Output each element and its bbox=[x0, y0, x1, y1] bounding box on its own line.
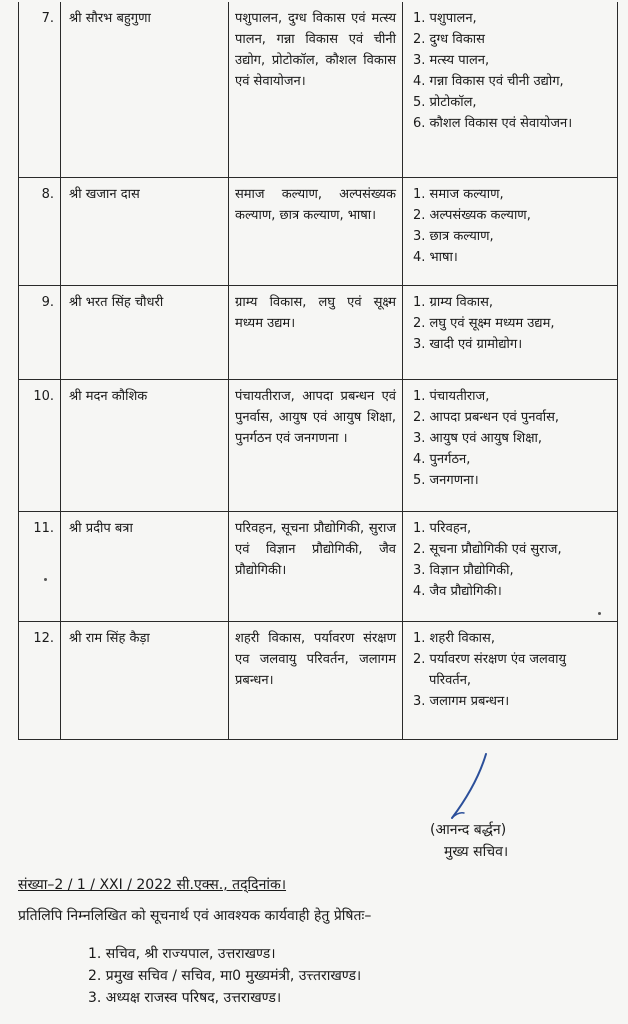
portfolio-table bbox=[18, 2, 618, 740]
row-number: 11. bbox=[19, 512, 61, 621]
list-item: 3. विज्ञान प्रौद्योगिकी, bbox=[413, 563, 514, 578]
table-row bbox=[19, 178, 617, 286]
table-row bbox=[19, 286, 617, 380]
list-item: 2. सूचना प्रौद्योगिकी एवं सुराज, bbox=[413, 542, 562, 557]
list-item: 3. जलागम प्रबन्धन। bbox=[413, 694, 510, 709]
department-list bbox=[403, 622, 617, 739]
minister-name: श्री भरत सिंह चौधरी bbox=[61, 286, 229, 379]
list-item: 1. परिवहन, bbox=[413, 521, 472, 536]
department-text: ग्राम्य विकास, लघु एवं सूक्ष्म मध्यम उद्यम। bbox=[229, 286, 403, 379]
list-item: 3. आयुष एवं आयुष शिक्षा, bbox=[413, 431, 543, 446]
list-item: 3. छात्र कल्याण, bbox=[413, 229, 494, 244]
table-row bbox=[19, 2, 617, 178]
copy-recipient-list bbox=[88, 943, 361, 1009]
list-item: 1. पशुपालन, bbox=[413, 11, 477, 26]
list-item: 1. ग्राम्य विकास, bbox=[413, 295, 493, 310]
list-item: 2. दुग्ध विकास bbox=[413, 32, 485, 47]
scan-speck bbox=[598, 612, 601, 615]
signatory-title: मुख्य सचिव। bbox=[444, 844, 509, 860]
list-item: 2. अल्पसंख्यक कल्याण, bbox=[413, 208, 531, 223]
signatory-name: (आनन्द बर्द्धन) bbox=[430, 822, 507, 838]
list-item: 6. कौशल विकास एवं सेवायोजन। bbox=[413, 116, 573, 131]
department-list bbox=[403, 286, 617, 379]
department-text: पंचायतीराज, आपदा प्रबन्धन एवं पुनर्वास, आयुष एवं आयुष शिक्षा, पुनर्गठन एवं जनगणना । bbox=[229, 380, 403, 511]
department-list bbox=[403, 380, 617, 511]
list-item: 1. सचिव, श्री राज्यपाल, उत्तराखण्ड। bbox=[88, 946, 276, 962]
department-text: शहरी विकास, पर्यावरण संरक्षण एव जलवायु परिवर्तन, जलागम प्रबन्धन। bbox=[229, 622, 403, 739]
minister-name: श्री राम सिंह कैड़ा bbox=[61, 622, 229, 739]
scan-speck bbox=[44, 578, 47, 581]
list-item: 2. प्रमुख सचिव / सचिव, मा0 मुख्यमंत्री, उत्त्तराखण्ड। bbox=[88, 968, 362, 984]
list-item: 3. अध्यक्ष राजस्व परिषद, उत्तराखण्ड। bbox=[88, 990, 282, 1006]
row-number: 8. bbox=[19, 178, 61, 285]
department-list bbox=[403, 178, 617, 285]
list-item: 2. आपदा प्रबन्धन एवं पुनर्वास, bbox=[413, 410, 560, 425]
list-item: 1. पंचायतीराज, bbox=[413, 389, 490, 404]
department-list bbox=[403, 2, 617, 177]
department-text: पशुपालन, दुग्ध विकास एवं मत्स्य पालन, गन्ना विकास एवं चीनी उद्योग, प्रोटोकॉल, कौशल विकास एवं सेवायोजन। bbox=[229, 2, 403, 177]
table-row bbox=[19, 622, 617, 740]
minister-name: श्री मदन कौशिक bbox=[61, 380, 229, 511]
signature-mark bbox=[440, 752, 500, 822]
list-item: 2. लघु एवं सूक्ष्म मध्यम उद्यम, bbox=[413, 316, 555, 331]
department-text: समाज कल्याण, अल्पसंख्यक कल्याण, छात्र कल्याण, भाषा। bbox=[229, 178, 403, 285]
table-row bbox=[19, 380, 617, 512]
list-item: 5. प्रोटोकॉल, bbox=[413, 95, 477, 110]
row-number: 10. bbox=[19, 380, 61, 511]
minister-name: श्री प्रदीप बत्रा bbox=[61, 512, 229, 621]
minister-name: श्री सौरभ बहुगुणा bbox=[61, 2, 229, 177]
list-item: 3. खादी एवं ग्रामोद्योग। bbox=[413, 337, 523, 352]
row-number: 9. bbox=[19, 286, 61, 379]
row-number: 12. bbox=[19, 622, 61, 739]
row-number: 7. bbox=[19, 2, 61, 177]
list-item: 2. पर्यावरण संरक्षण एंव जलवायु bbox=[413, 652, 567, 667]
list-item: 4. जैव प्रौद्योगिकी। bbox=[413, 584, 502, 599]
reference-number: संख्या–2 / 1 / XXI / 2022 सी.एक्स., तद्‌दिनांक। bbox=[18, 877, 287, 893]
department-list bbox=[403, 512, 617, 621]
table-row bbox=[19, 512, 617, 622]
list-item: 3. मत्स्य पालन, bbox=[413, 53, 490, 68]
minister-name: श्री खजान दास bbox=[61, 178, 229, 285]
list-item: 4. भाषा। bbox=[413, 250, 458, 265]
list-item: 4. पुनर्गठन, bbox=[413, 452, 471, 467]
department-text: परिवहन, सूचना प्रौद्योगिकी, सुराज एवं विज्ञान प्रौद्योगिकी, जैव प्रौद्योगिकी। bbox=[229, 512, 403, 621]
copy-intro-text: प्रतिलिपि निम्नलिखित को सूचनार्थ एवं आवश्यक कार्यवाही हेतु प्रेषितः– bbox=[18, 908, 372, 924]
list-item: 4. गन्ना विकास एवं चीनी उद्योग, bbox=[413, 74, 564, 89]
list-item: 1. शहरी विकास, bbox=[413, 631, 495, 646]
list-item: 5. जनगणना। bbox=[413, 473, 479, 488]
list-item: परिवर्तन, bbox=[429, 673, 472, 688]
list-item: 1. समाज कल्याण, bbox=[413, 187, 504, 202]
